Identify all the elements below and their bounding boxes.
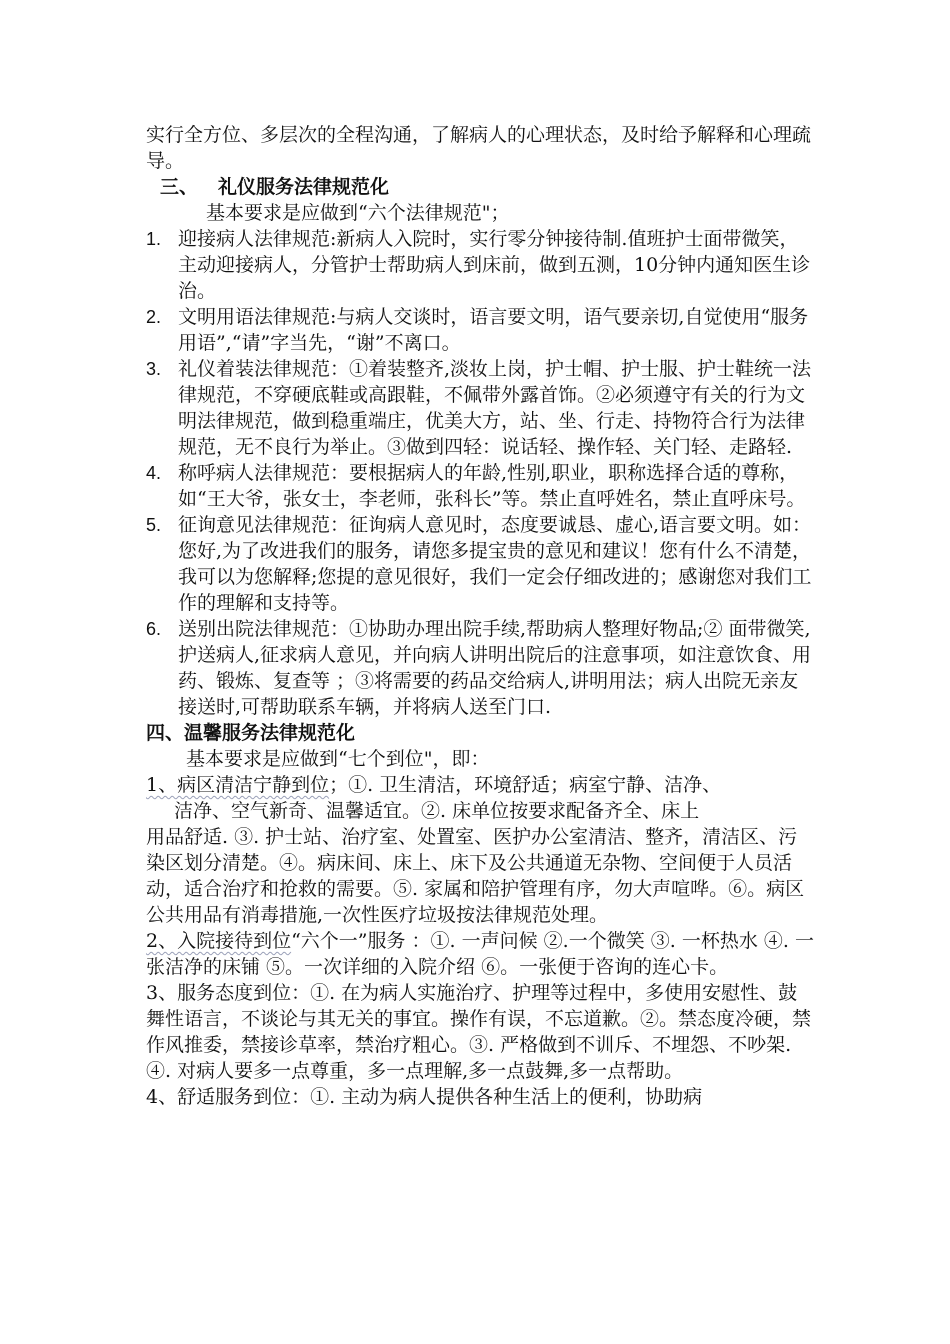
section-3-requirement: 基本要求是应做到“六个法律规范"； bbox=[206, 202, 510, 224]
section-3-title: 礼仪服务法律规范化 bbox=[218, 176, 390, 198]
list-item-text: 礼仪着装法律规范：①着装整齐,淡妆上岗，护士帽、护士服、护士鞋统一法律规范，不穿硬底鞋或高跟鞋，不佩带外露首饰。②必须遵守有关的行为文明法律规范，做到稳重端庄，优美大方，站、坐、行走、持物符合行为法律规范，无不良行为举止。③做到四轻：说话轻、操作轻、关门轻、走路轻. bbox=[178, 358, 812, 458]
section-3-heading bbox=[146, 174, 816, 200]
list-item bbox=[146, 616, 816, 720]
item-1-heading: 1、病区清洁宁静到位 bbox=[146, 774, 330, 796]
item-4-text: ：①. 主动为病人提供各种生活上的便利，协助病 bbox=[291, 1086, 703, 1108]
list-item-number: 3. bbox=[146, 359, 162, 379]
item-2-text: “六个一”服务 ：①. 一声问候 ②.一个微笑 ③. 一杯热水 ④. 一张洁净的床铺 ⑤。一次详细的入院介绍 ⑥。一张便于咨询的连心卡。 bbox=[146, 930, 814, 978]
document-body bbox=[146, 122, 816, 1110]
item-3-text: ：①. 在为病人实施治疗、护理等过程中，多使用安慰性、鼓舞性语言，不谈论与其无关的事宜。操作有误，不忘道歉。②。禁态度冷硬，禁作风推委，禁接诊草率，禁治疗粗心。③. 严格做到不训斥、不埋怨、不吵架. ④. 对病人要多一点尊重，多一点理解,多一点鼓舞,多一点帮助。 bbox=[146, 982, 812, 1082]
list-item-number: 1. bbox=[146, 229, 162, 249]
list-item-number: 5. bbox=[146, 515, 162, 535]
list-item bbox=[146, 460, 816, 512]
list-item bbox=[146, 304, 816, 356]
list-item-number: 2. bbox=[146, 307, 162, 327]
list-item bbox=[146, 512, 816, 616]
list-item bbox=[146, 356, 816, 460]
item-1-text: ；①. 卫生清洁，环境舒适；病室宁静、洁净、 bbox=[329, 774, 722, 796]
list-item-text: 称呼病人法律规范：要根据病人的年龄,性别,职业，职称选择合适的尊称，如“王大爷，张女士，李老师，张科长”等。禁止直呼姓名，禁止直呼床号。 bbox=[178, 462, 806, 510]
section-4-item-4 bbox=[146, 1084, 816, 1110]
section-4-item-1 bbox=[146, 772, 816, 798]
list-item-number: 4. bbox=[146, 463, 162, 483]
list-item-text: 送别出院法律规范：①协助办理出院手续,帮助病人整理好物品;② 面带微笑,护送病人,征求病人意见，并向病人讲明出院后的注意事项，如注意饮食、用药、锻炼、复查等 ；③将需要的药品交给病人,讲明用法；病人出院无亲友接送时,可帮助联系车辆，并将病人送至门口. bbox=[178, 618, 812, 718]
intro-paragraph: 实行全方位、多层次的全程沟通，了解病人的心理状态，及时给予解释和心理疏导。 bbox=[146, 124, 812, 172]
section-4-item-3 bbox=[146, 980, 816, 1084]
section-4-requirement: 基本要求是应做到“七个到位"，即： bbox=[186, 748, 490, 770]
section-4-heading: 四、温馨服务法律规范化 bbox=[146, 722, 356, 744]
item-3-heading: 3、服务态度到位 bbox=[146, 982, 292, 1004]
item-4-heading: 4、舒适服务到位 bbox=[146, 1086, 292, 1108]
list-item-text: 征询意见法律规范：征询病人意见时，态度要诚恳、虚心,语言要文明。如：您好,为了改进我们的服务，请您多提宝贵的意见和建议！您有什么不清楚，我可以为您解释;您提的意见很好，我们一定会仔细改进的；感谢您对我们工作的理解和支持等。 bbox=[178, 514, 812, 614]
list-item bbox=[146, 226, 816, 304]
item-1-rest: 用品舒适. ③. 护士站、治疗室、处置室、医护办公室清洁、整齐，清洁区、污染区划分清楚。④。病床间、床上、床下及公共通道无杂物、空间便于人员活动，适合治疗和抢救的需要。⑤. 家属和陪护管理有序，勿大声喧哗。⑥。病区公共用品有消毒措施,一次性医疗垃圾按法律规范处理。 bbox=[146, 826, 805, 926]
section-3-list bbox=[146, 226, 816, 720]
list-item-number: 6. bbox=[146, 619, 162, 639]
item-1-continuation: 洁净、空气新奇、温馨适宜。②. 床单位按要求配备齐全、床上 bbox=[174, 800, 700, 822]
item-2-heading: 2、入院接待到位 bbox=[146, 930, 292, 952]
section-4-item-2 bbox=[146, 928, 816, 980]
list-item-text: 文明用语法律规范:与病人交谈时，语言要文明，语气要亲切,自觉使用“服务用语”,“请”字当先，“谢”不离口。 bbox=[178, 306, 809, 354]
list-item-text: 迎接病人法律规范:新病人入院时，实行零分钟接待制.值班护士面带微笑，主动迎接病人，分管护士帮助病人到床前，做到五测，10分钟内通知医生诊治。 bbox=[178, 228, 811, 302]
section-3-number: 三、 bbox=[160, 176, 199, 198]
